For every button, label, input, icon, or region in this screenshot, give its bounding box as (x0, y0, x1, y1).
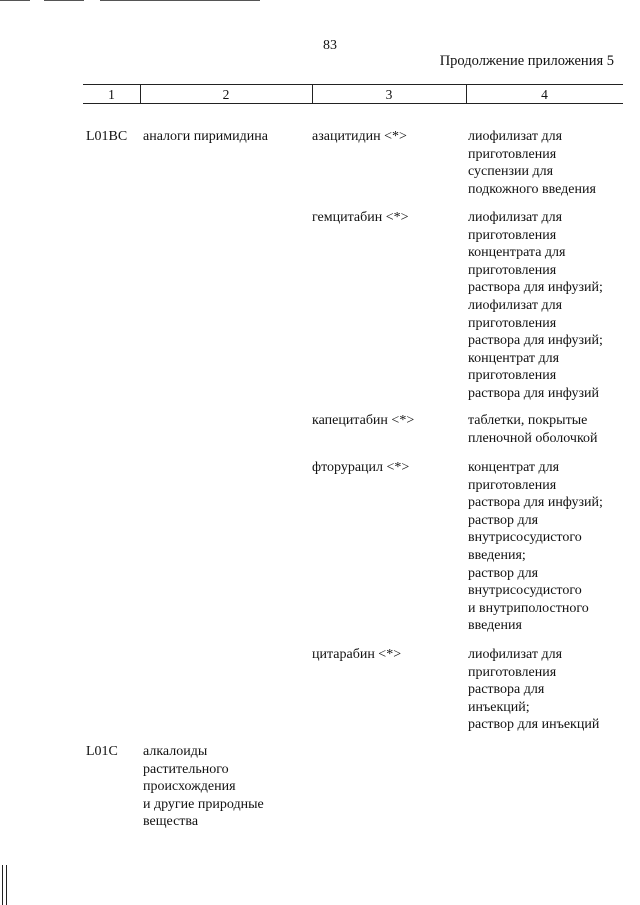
column-number-1: 1 (108, 87, 115, 102)
group-name: аналоги пиримидина (143, 129, 268, 144)
group-name: алкалоиды растительного происхождения и другие природные вещества (143, 744, 264, 830)
column-number-3: 3 (385, 87, 393, 102)
column-number-4: 4 (541, 87, 548, 102)
drug-name: фторурацил <*> (312, 460, 410, 475)
column-number-2: 2 (222, 87, 230, 102)
scan-artifact-top (0, 0, 260, 2)
drug-name: гемцитабин <*> (312, 210, 409, 225)
dosage-forms: лиофилизат для приготовления суспензии для подкожного введения (468, 129, 596, 197)
scan-artifact-margin (2, 865, 10, 905)
drug-name: цитарабин <*> (312, 647, 402, 662)
table-header-top-rule (83, 84, 623, 85)
atc-code: L01C (86, 744, 118, 759)
drug-name: азацитидин <*> (312, 129, 407, 144)
page-number: 83 (323, 38, 337, 53)
continuation-label: Продолжение приложения 5 (439, 53, 614, 69)
atc-code: L01BC (86, 129, 128, 144)
dosage-forms: таблетки, покрытые пленочной оболочкой (468, 413, 598, 446)
dosage-forms: концентрат для приготовления раствора для инфузий; раствор для внутрисосудистого введения; раствор для внутрисосудистого и внутриполостного введения (468, 460, 603, 634)
drug-name: капецитабин <*> (312, 413, 415, 428)
table-header-bottom-rule (83, 103, 623, 104)
dosage-forms: лиофилизат для приготовления концентрата для приготовления раствора для инфузий; лиофилизат для приготовления раствора для инфузий; концентрат для приготовления раствора для инфузий (468, 210, 603, 401)
dosage-forms: лиофилизат для приготовления раствора для инъекций; раствор для инъекций (468, 647, 600, 733)
